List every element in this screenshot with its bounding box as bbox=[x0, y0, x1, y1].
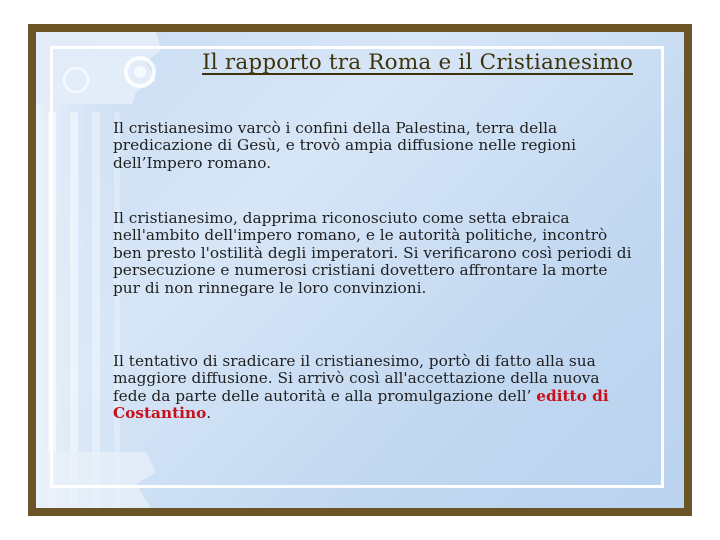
paragraph-3-end: . bbox=[206, 404, 212, 423]
paragraph-2: Il cristianesimo, dapprima riconosciuto come setta ebraica nell'ambito dell'impero romano, e le autorità politiche, incontrò ben presto l'ostilità degli imperatori. Si verificarono così periodi di persecuzione e numerosi cristiani dovettero affrontare la morte pur di non rinnegare le loro convinzioni. bbox=[113, 209, 632, 297]
edict-highlight: editto di Costantino bbox=[113, 386, 609, 423]
paragraph-3-text: Il tentativo di sradicare il cristianesimo, portò di fatto alla sua maggiore diffusione. Si arrivò così all'accettazione della nuova fede da parte delle autorità e alla promulgazione dell’ bbox=[113, 352, 600, 405]
slide-title: Il rapporto tra Roma e il Cristianesimo bbox=[202, 50, 633, 75]
paragraph-3 bbox=[113, 353, 633, 423]
paragraph-1: Il cristianesimo varcò i confini della Palestina, terra della predicazione di Gesù, e trovò ampia diffusione nelle regioni dell’Impero romano. bbox=[113, 119, 577, 172]
